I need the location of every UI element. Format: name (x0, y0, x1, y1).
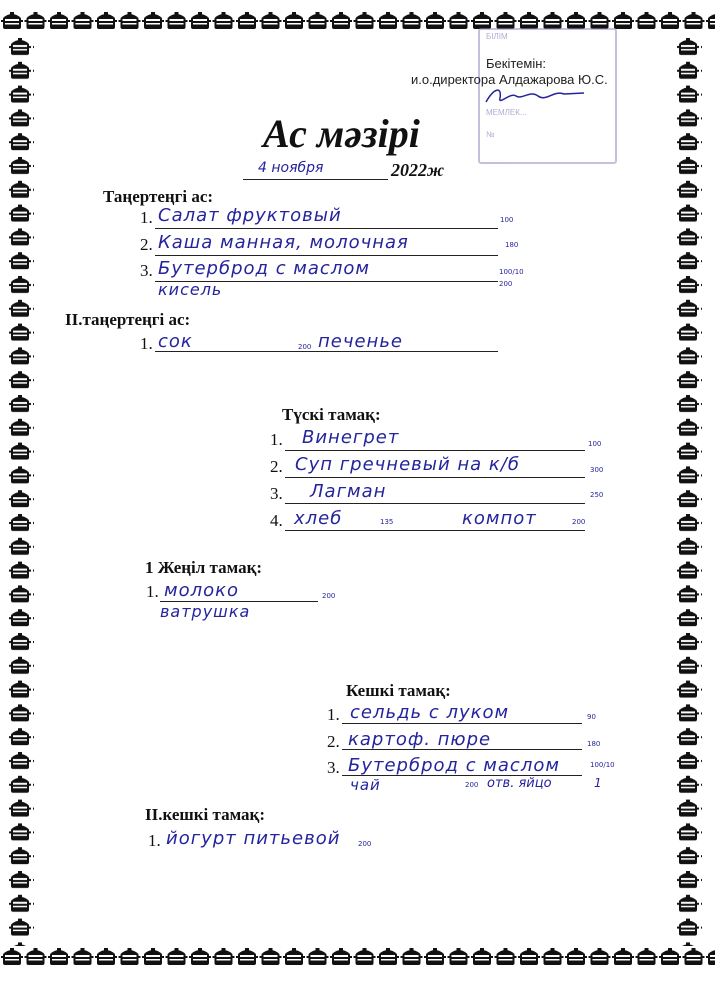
section-lunch-title: Түскі тамақ: (282, 405, 381, 424)
list-item-number: 1. (140, 334, 153, 353)
approval-label: Бекітемін: (486, 56, 546, 71)
menu-item: картоф. пюре (348, 729, 492, 750)
list-item-number: 3. (270, 484, 283, 503)
border-bottom-pot-icons (0, 946, 715, 972)
page-title: Ас мәзірі (263, 111, 420, 156)
date-underline (243, 179, 388, 180)
item-underline (155, 228, 498, 229)
item-grams: 1 (594, 776, 602, 790)
section-dinner-title: Кешкі тамақ: (346, 681, 451, 700)
menu-item: сок (158, 331, 193, 352)
item-grams: 90 (587, 713, 596, 721)
section-breakfast-title: Таңертеңгі ас: (103, 187, 214, 206)
item-grams: 100 (588, 440, 602, 448)
item-grams: 300 (590, 466, 604, 474)
item-grams: 200 (322, 592, 336, 600)
border-left-pot-icons (8, 36, 34, 946)
menu-item: Лагман (310, 481, 387, 502)
menu-item: Каша манная, молочная (158, 232, 409, 253)
item-underline (285, 477, 585, 478)
list-item-number: 2. (327, 732, 340, 751)
signature-image (480, 84, 590, 110)
section-second-breakfast-title: II.таңертеңгі ас: (65, 310, 191, 329)
list-item-number: 2. (140, 235, 153, 254)
item-underline (155, 255, 498, 256)
date-year: 2022ж (391, 160, 445, 180)
menu-item: отв. яйцо (487, 776, 552, 791)
section-snack-title: 1 Жеңіл тамақ: (145, 558, 263, 577)
list-item-number: 1. (270, 430, 283, 449)
list-item-number: 1. (140, 208, 153, 227)
list-item-number: 2. (270, 457, 283, 476)
menu-item: молоко (164, 580, 239, 601)
menu-item: ватрушка (160, 602, 251, 621)
item-grams: 100/10 (499, 268, 524, 276)
item-grams: 200 (298, 343, 312, 351)
item-grams: 100/10 (590, 761, 615, 769)
item-grams: 180 (505, 241, 519, 249)
item-underline (285, 503, 585, 504)
item-underline (342, 749, 582, 750)
stamp-line-2: МЕМЛЕК... (486, 108, 527, 117)
menu-item: сельдь с луком (350, 702, 510, 723)
menu-item: чай (350, 776, 381, 794)
list-item-number: 1. (146, 582, 159, 601)
menu-item: Бутерброд с маслом (158, 258, 370, 279)
menu-item: компот (462, 508, 537, 529)
menu-item: йогурт питьевой (166, 828, 341, 849)
item-grams: 200 (358, 840, 372, 848)
item-grams: 180 (587, 740, 601, 748)
list-item-number: 1. (327, 705, 340, 724)
item-grams: 100 (500, 216, 514, 224)
list-item-number: 1. (148, 831, 161, 850)
menu-item: кисель (158, 280, 223, 299)
section-second-dinner-title: II.кешкі тамақ: (145, 805, 265, 824)
menu-item: Суп гречневый на к/б (295, 454, 520, 475)
list-item-number: 3. (140, 261, 153, 280)
item-grams: 200 (572, 518, 586, 526)
menu-item: печенье (318, 331, 404, 352)
item-underline (285, 450, 585, 451)
approval-signer: и.о.директора Алдажарова Ю.С. (411, 72, 608, 87)
menu-item: Салат фруктовый (158, 205, 342, 226)
list-item-number: 3. (327, 758, 340, 777)
menu-item: Бутерброд с маслом (348, 755, 560, 776)
menu-item: хлеб (294, 508, 343, 529)
item-grams: 200 (499, 280, 513, 288)
border-right-pot-icons (676, 36, 702, 946)
list-item-number: 4. (270, 511, 283, 530)
stamp-line-3: № (486, 130, 495, 139)
item-underline (342, 723, 582, 724)
item-grams: 135 (380, 518, 394, 526)
menu-item: Винегрет (302, 427, 400, 448)
item-grams: 250 (590, 491, 604, 499)
item-underline (285, 530, 585, 531)
stamp-line-1: БІЛІМ (486, 32, 508, 41)
date-handwritten: 4 ноября (258, 160, 324, 176)
item-underline (155, 351, 498, 352)
item-grams: 200 (465, 781, 479, 789)
